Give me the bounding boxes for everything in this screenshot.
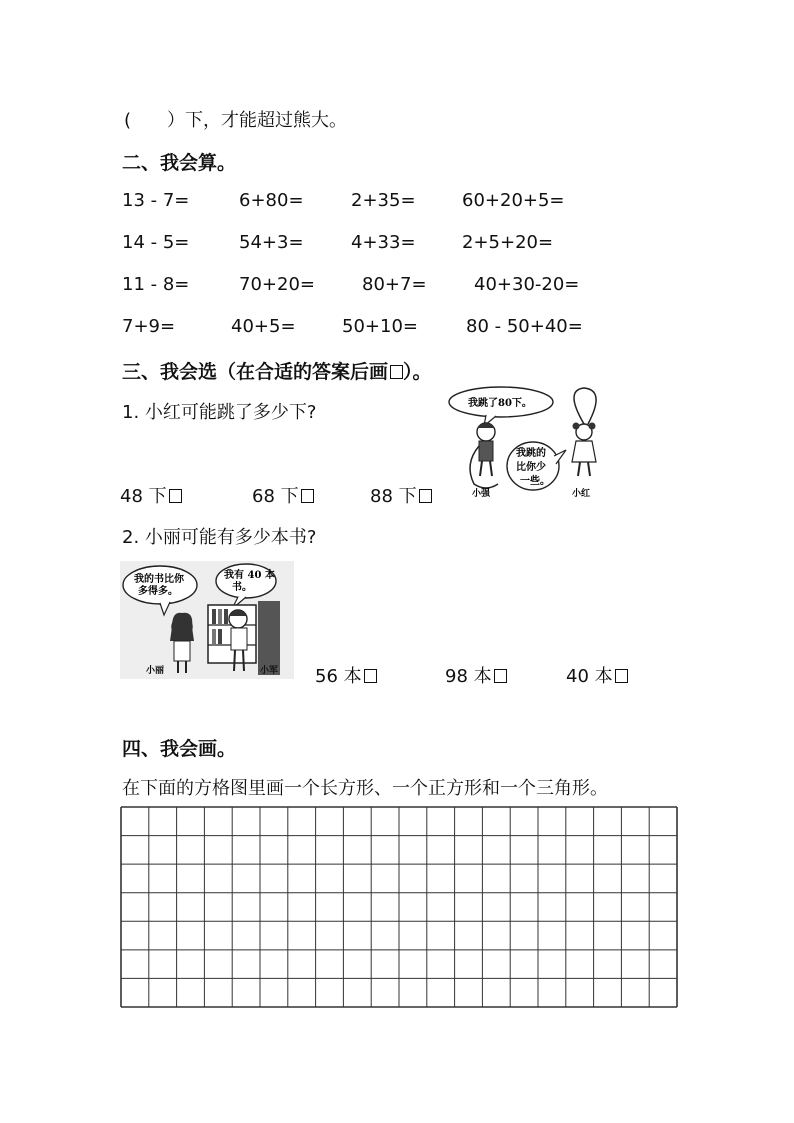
math-item: 80 - 50+40= (466, 316, 583, 337)
checkbox-icon[interactable] (494, 669, 507, 683)
question-1: 1. 小红可能跳了多少下? (122, 402, 317, 423)
bubble-2-line: 比你少 (516, 462, 546, 473)
section-2-title: 二、我会算。 (122, 152, 237, 174)
math-item: 70+20= (239, 274, 315, 295)
option-48[interactable] (120, 482, 182, 508)
name-label: 小强 (472, 489, 491, 499)
math-item: 4+33= (351, 232, 416, 253)
bubble-2-line: 我有 40 本 (224, 570, 275, 581)
name-label: 小军 (260, 666, 279, 676)
option-label: 88 下 (370, 486, 417, 507)
name-label: 小丽 (146, 666, 165, 676)
checkbox-icon[interactable] (364, 669, 377, 683)
jump-rope-illustration (446, 384, 614, 504)
instruction-text: 在下面的方格图里画一个长方形、一个正方形和一个三角形。 (122, 778, 608, 799)
math-item: 50+10= (342, 316, 418, 337)
checkbox-icon[interactable] (301, 489, 314, 503)
bubble-1-text: 我跳了80下。 (468, 398, 532, 409)
math-item: 13 - 7= (122, 190, 190, 211)
option-label: 40 本 (566, 666, 613, 687)
section-3-title-end: ）。 (403, 361, 432, 383)
books-illustration (120, 561, 294, 679)
bubble-2-line: 我跳的 (516, 448, 546, 459)
speech-bubble (123, 566, 197, 604)
math-item: 6+80= (239, 190, 304, 211)
math-item: 40+5= (231, 316, 296, 337)
option-98[interactable] (445, 662, 507, 688)
option-label: 56 本 (315, 666, 362, 687)
checkbox-icon[interactable] (419, 489, 432, 503)
math-item: 11 - 8= (122, 274, 190, 295)
section-4-title: 四、我会画。 (122, 738, 237, 760)
checkbox-icon (390, 365, 403, 379)
bubble-2-line: 一些。 (520, 476, 550, 487)
bubble-2-line: 书。 (232, 582, 252, 593)
math-item: 2+35= (351, 190, 416, 211)
checkbox-icon[interactable] (615, 669, 628, 683)
bubble-1-line: 多得多。 (138, 586, 178, 597)
math-item: 54+3= (239, 232, 304, 253)
option-label: 68 下 (252, 486, 299, 507)
name-label: 小红 (572, 489, 591, 499)
option-label: 98 本 (445, 666, 492, 687)
math-item: 14 - 5= (122, 232, 190, 253)
option-56[interactable] (315, 662, 377, 688)
math-item: 80+7= (362, 274, 427, 295)
math-item: 40+30-20= (474, 274, 580, 295)
fill-in-line: ( ）下，才能超过熊大。 (124, 110, 348, 131)
drawing-grid[interactable] (120, 806, 678, 1008)
section-3-title (122, 357, 432, 384)
math-item: 2+5+20= (462, 232, 554, 253)
option-88[interactable] (370, 482, 432, 508)
option-label: 48 下 (120, 486, 167, 507)
bubble-1-line: 我的书比你 (134, 574, 184, 585)
math-item: 7+9= (122, 316, 176, 337)
option-40[interactable] (566, 662, 628, 688)
question-2: 2. 小丽可能有多少本书? (122, 527, 317, 548)
option-68[interactable] (252, 482, 314, 508)
checkbox-icon[interactable] (169, 489, 182, 503)
section-3-title-text: 三、我会选（在合适的答案后画 (122, 361, 389, 383)
math-item: 60+20+5= (462, 190, 565, 211)
